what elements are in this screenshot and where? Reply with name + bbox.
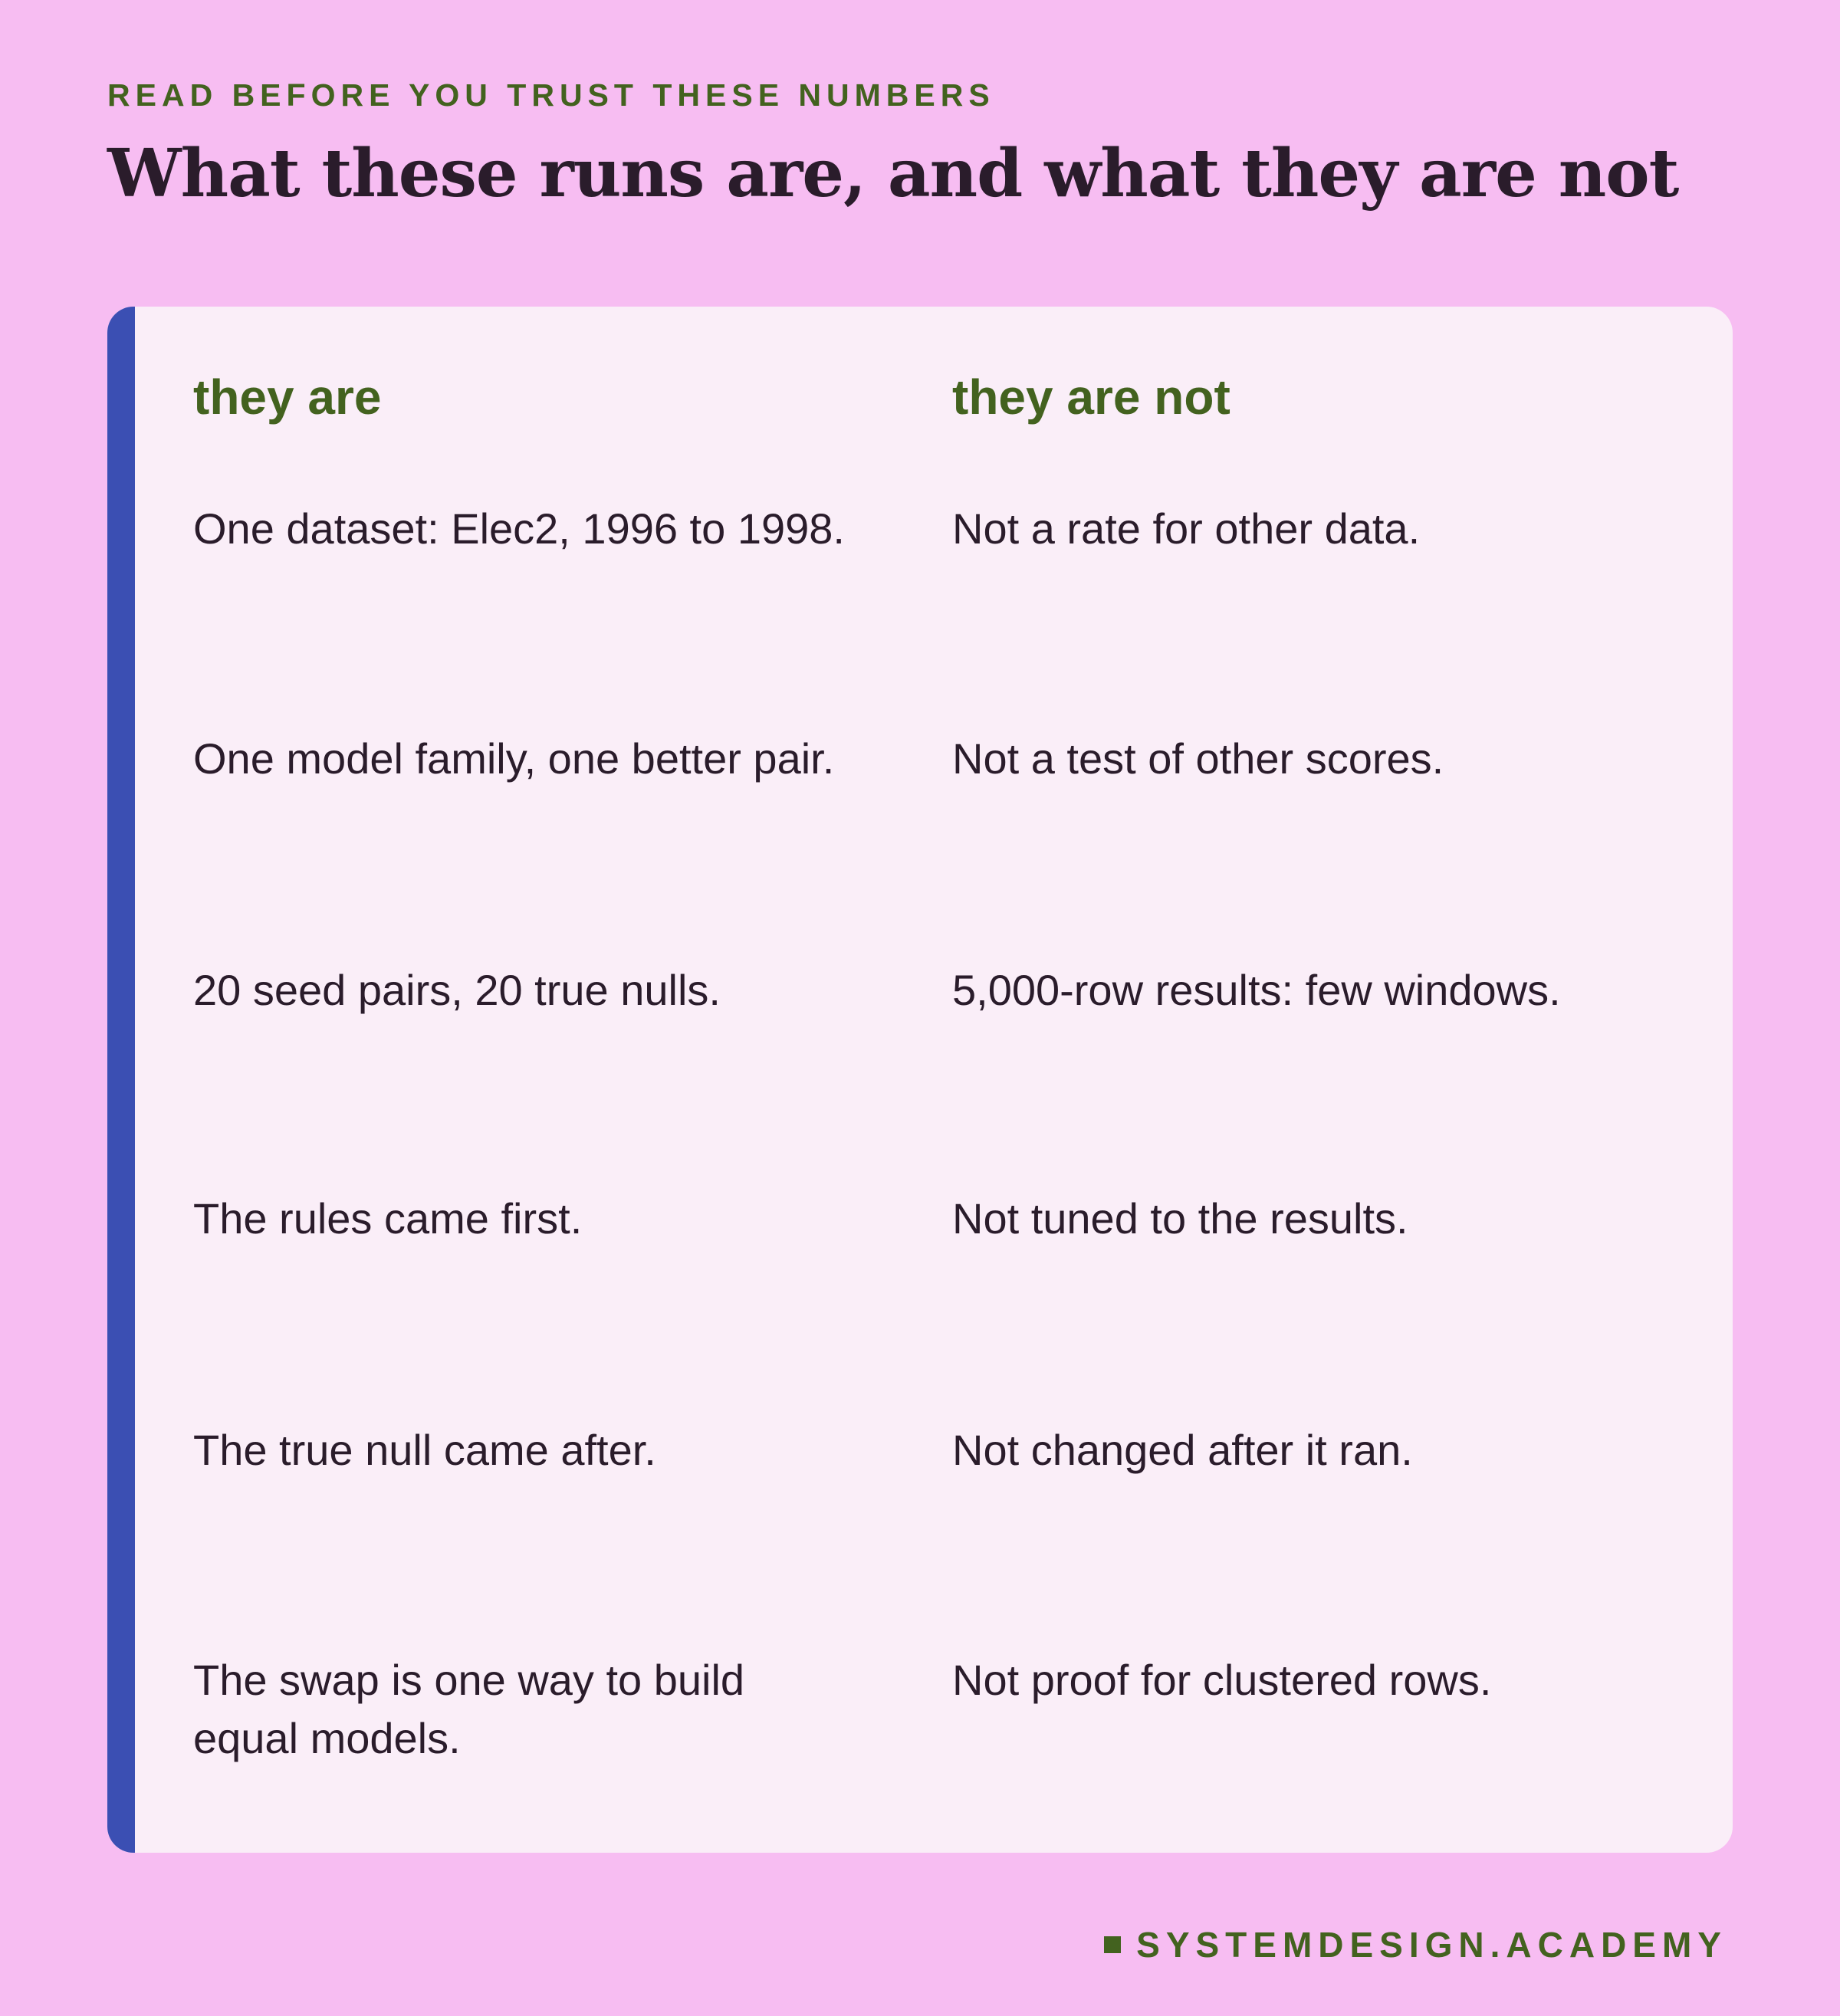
row-6-are: The swap is one way to build equal models. (193, 1656, 745, 1762)
row-5-are-not: Not changed after it ran. (952, 1426, 1413, 1474)
row-2-are: One model family, one better pair. (193, 734, 835, 783)
column-heading-are: they are (193, 369, 382, 425)
row-4-are: The rules came first. (193, 1194, 583, 1243)
row-1-are: One dataset: Elec2, 1996 to 1998. (193, 504, 845, 553)
square-bullet-icon (1104, 1936, 1121, 1953)
column-heading-are-not: they are not (952, 369, 1230, 425)
comparison-card (107, 307, 1733, 1853)
brand-name: SYSTEMDESIGN.ACADEMY (1136, 1925, 1727, 1965)
footer-brand (1104, 1925, 1727, 1965)
page-title: What these runs are, and what they are not (107, 135, 1679, 212)
row-5-are: The true null came after. (193, 1426, 656, 1474)
card-accent-bar (107, 307, 135, 1853)
row-1-are-not: Not a rate for other data. (952, 504, 1421, 553)
row-3-are: 20 seed pairs, 20 true nulls. (193, 966, 721, 1014)
row-2-are-not: Not a test of other scores. (952, 734, 1444, 783)
eyebrow: READ BEFORE YOU TRUST THESE NUMBERS (107, 77, 995, 113)
row-6-are-not: Not proof for clustered rows. (952, 1656, 1492, 1704)
row-3-are-not: 5,000-row results: few windows. (952, 966, 1561, 1014)
row-4-are-not: Not tuned to the results. (952, 1194, 1408, 1243)
